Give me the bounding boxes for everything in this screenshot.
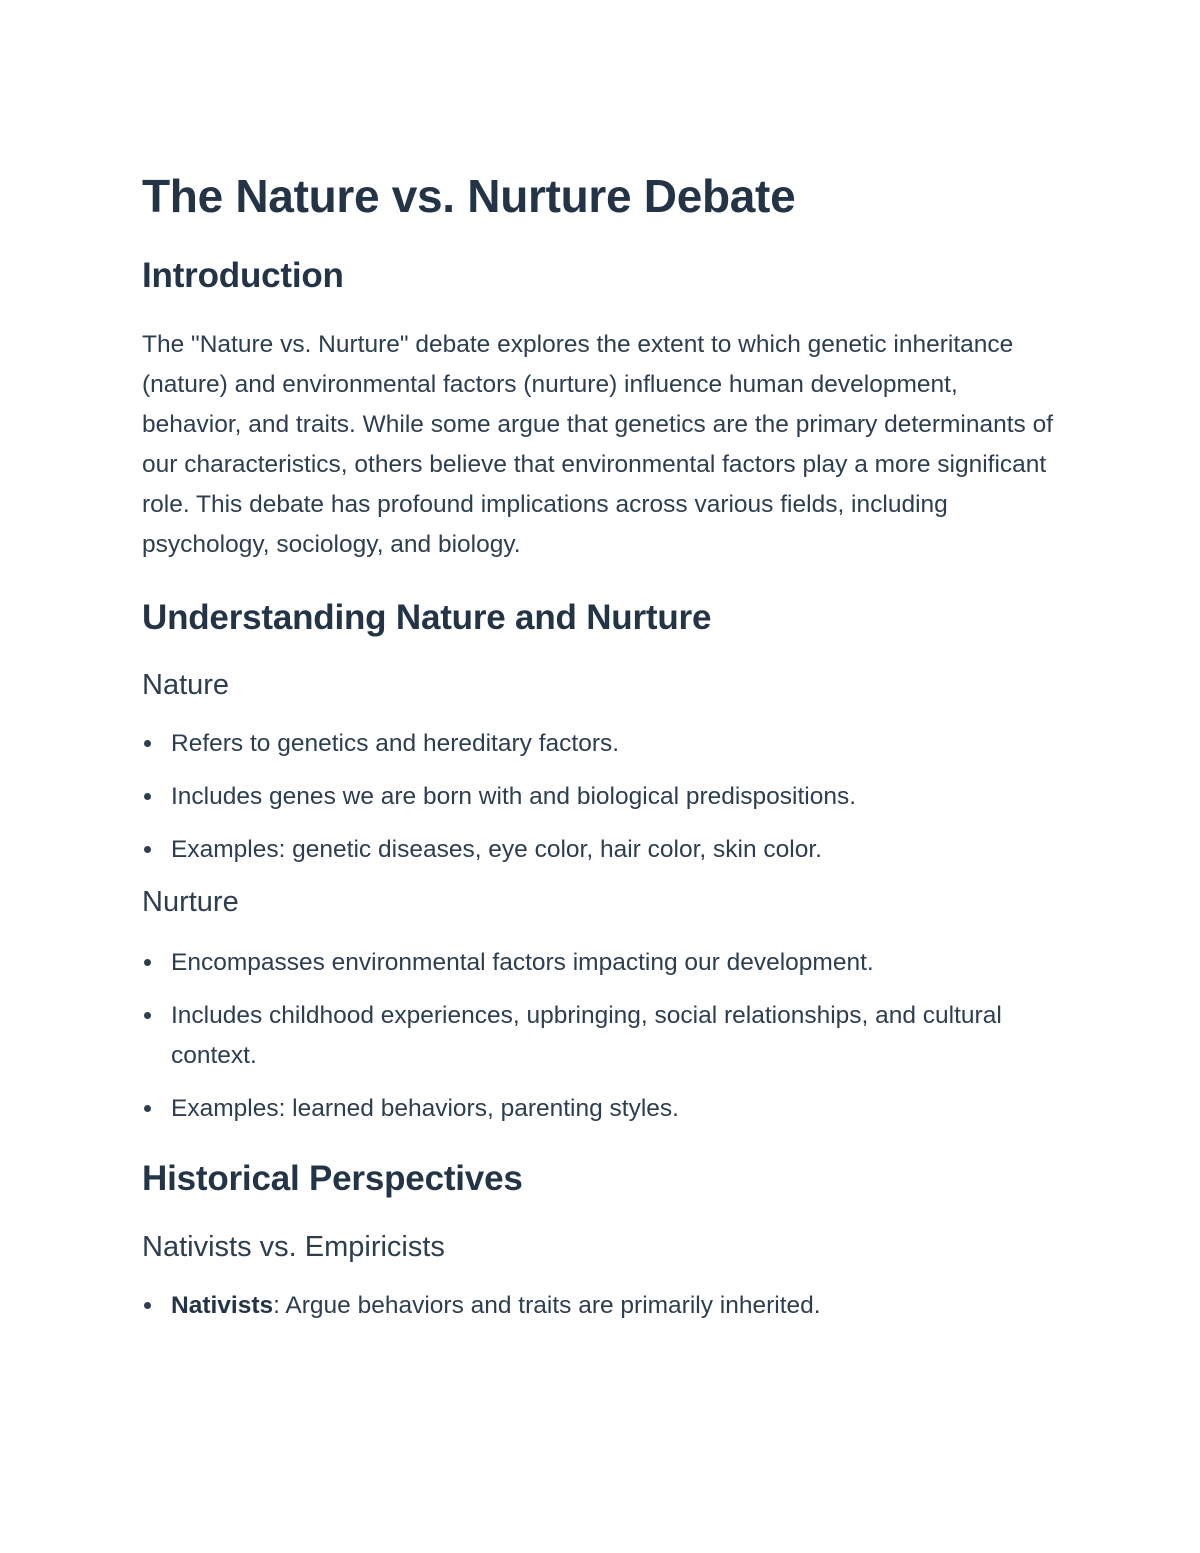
list-item-text: Includes childhood experiences, upbringing, social relationships, and cultural context. (171, 1002, 1002, 1069)
nature-list (142, 724, 1060, 870)
section-heading-understanding: Understanding Nature and Nurture (142, 598, 712, 637)
list-item-text: Encompasses environmental factors impacting our development. (171, 949, 874, 976)
bullet-icon (144, 846, 151, 853)
section-heading-introduction: Introduction (142, 256, 344, 295)
nurture-list (142, 943, 1060, 1129)
bullet-icon (144, 1105, 151, 1112)
list-item (142, 1286, 1060, 1326)
list-item-text: Examples: learned behaviors, parenting styles. (171, 1095, 679, 1122)
subsection-heading-nativists-empiricists: Nativists vs. Empiricists (142, 1231, 445, 1263)
list-item-text: Examples: genetic diseases, eye color, hair color, skin color. (171, 836, 822, 863)
list-item-text: Refers to genetics and hereditary factors. (171, 730, 620, 757)
bullet-icon (144, 740, 151, 747)
list-item (142, 830, 1060, 870)
bullet-icon (144, 793, 151, 800)
list-item-text: Includes genes we are born with and biological predispositions. (171, 783, 857, 810)
bullet-icon (144, 959, 151, 966)
list-item (142, 1089, 1060, 1129)
list-item-text: : Argue behaviors and traits are primarily inherited. (273, 1292, 821, 1319)
nativists-empiricists-list (142, 1286, 1060, 1326)
document-title: The Nature vs. Nurture Debate (142, 170, 796, 222)
list-item (142, 996, 1060, 1076)
list-item (142, 777, 1060, 817)
list-item (142, 724, 1060, 764)
section-heading-historical: Historical Perspectives (142, 1159, 523, 1198)
list-item (142, 943, 1060, 983)
subsection-heading-nature: Nature (142, 669, 230, 701)
subsection-heading-nurture: Nurture (142, 886, 239, 918)
bullet-icon (144, 1012, 151, 1019)
bullet-icon (144, 1302, 151, 1309)
introduction-paragraph: The "Nature vs. Nurture" debate explores the extent to which genetic inheritance (nature) and environmental factors (nurture) influence human development, behavior, and traits. While some argue that genetics are the primary determinants of our characteristics, others believe that environmental factors play a more significant role. This debate has profound implications across various fields, including psychology, sociology, and biology. (142, 331, 1054, 558)
list-item-term: Nativists (171, 1292, 274, 1319)
